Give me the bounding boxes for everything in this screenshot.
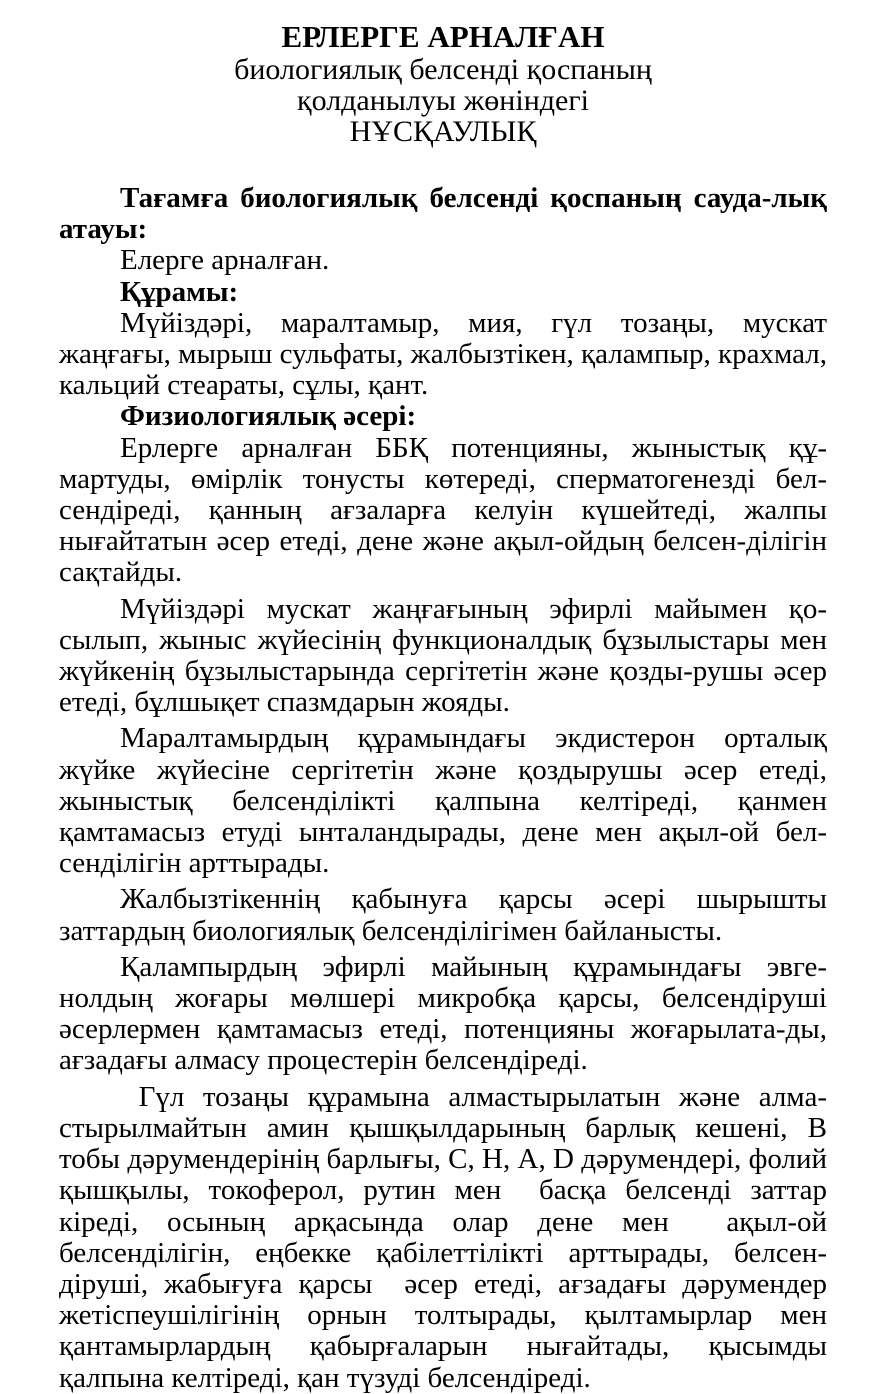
effect-paragraph: Мүйіздәрі мускат жаңғағының эфирлі майымен қо-сылып, жыныс жүйесінің функционалдық бұзылыстары мен жүйкенің бұзылыстарында сергітетін және қозды-рушы әсер етеді, бұлшықет спазмдарын жояды.	[59, 592, 827, 719]
composition-value: Мүйіздәрі, маралтамыр, мия, гүл тозаңы, мускат жаңғағы, мырыш сульфаты, жалбызтікен, қалампыр, крахмал, кальций стеараты, сұлы, қант.	[59, 306, 827, 402]
document-subtitle-line-3: НҰСҚАУЛЫҚ	[349, 115, 537, 148]
composition-heading: Құрамы:	[120, 275, 239, 308]
document-subtitle-line-2: қолданылуы жөніндегі	[297, 84, 589, 117]
document-header	[0, 20, 886, 147]
effect-paragraph: Гүл тозаңы құрамына алмастырылатын және алма-стырылмайтын амин қышқылдарының барлық кешені, В тобы дәрумендерінің барлығы, С, Н, А, D дәрумендері, фолий қышқылы, токоферол, рутин мен басқа белсенді заттар кіреді, осының арқасында олар дене мен ақыл-ой белсенділігін, еңбекке қабілеттілікті арттырады, белсен-діруші, жабығуға қарсы әсер етеді, ағзадағы дәрумендер жетіспеушілігінің орнын толтырады, қылтамырлар мен қантамырлардың қабырғаларын нығайтады, қысымды қалпына келтіреді, қан түзуді белсендіреді.	[59, 1080, 835, 1394]
effect-heading: Физиологиялық әсері:	[120, 400, 417, 433]
document-body	[59, 182, 835, 1394]
effect-paragraph: Жалбызтікеннің қабынуға қарсы әсері шырышты заттардың биологиялық белсенділігімен байланысты.	[59, 883, 827, 947]
effect-paragraph: Маралтамырдың құрамындағы экдистерон орталық жүйке жүйесіне сергітетін және қоздырушы әсер етеді, жыныстық белсенділікті қалпына келтіреді, қанмен қамтамасыз етуді ынталандырады, дене мен ақыл-ой бел-сенділігін арттырады.	[59, 722, 827, 880]
document-title: ЕРЛЕРГЕ АРНАЛҒАН	[281, 19, 605, 54]
trade-name-heading: Тағамға биологиялық белсенді қоспаның сауда-лық атауы:	[59, 182, 827, 246]
document-subtitle-line-1: биологиялық белсенді қоспаның	[234, 53, 652, 86]
effect-paragraph: Қалампырдың эфирлі майының құрамындағы эвге-нолдың жоғары мөлшері микробқа қарсы, белсендіруші әсерлермен қамтамасыз етеді, потенцияны жоғарылата-ды, ағзадағы алмасу процестерін белсендіреді.	[59, 950, 827, 1077]
trade-name-value: Елерге арналған.	[120, 244, 330, 277]
effect-paragraph: Ерлерге арналған ББҚ потенцияны, жыныстық құ-мартуды, өмірлік тонусты көтереді, сперматогенезді бел-сендіреді, қанның ағзаларға келуін күшейтеді, жалпы нығайтатын әсер етеді, дене және ақыл-ойдың белсен-ділігін сақтайды.	[59, 431, 827, 589]
